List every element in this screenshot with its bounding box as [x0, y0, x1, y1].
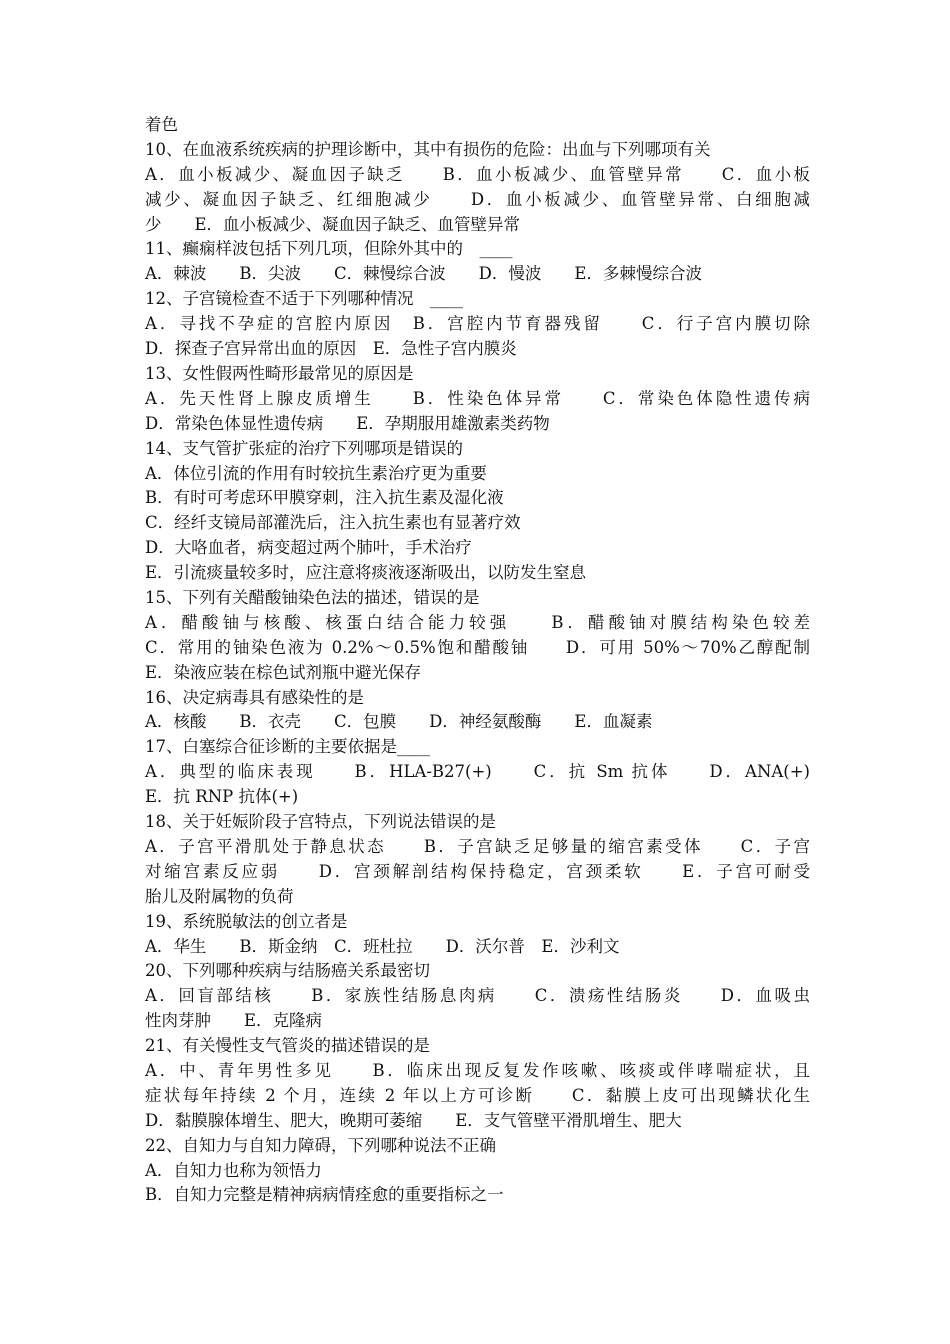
text-line: E．染液应装在棕色试剂瓶中避光保存 [145, 662, 422, 682]
text-line: A．血小板减少、凝血因子缺乏 B．血小板减少、血管壁异常 C．血小板 [145, 164, 810, 184]
text-line: A．华生 B．斯金纳 C．班杜拉 D．沃尔普 E．沙利文 [145, 936, 620, 956]
text-line: B．自知力完整是精神病病情痊愈的重要指标之一 [145, 1185, 504, 1205]
text-line: E．抗 RNP 抗体(+) [145, 787, 299, 807]
text-line: A．自知力也称为领悟力 [145, 1160, 322, 1180]
text-line: 对缩宫素反应弱 D．宫颈解剖结构保持稳定，宫颈柔软 E．子宫可耐受 [145, 861, 810, 881]
text-line: 13、女性假两性畸形最常见的原因是 [145, 363, 414, 383]
text-line: 14、支气管扩张症的治疗下列哪项是错误的 [145, 438, 463, 458]
text-line: D．大咯血者，病变超过两个肺叶，手术治疗 [145, 538, 472, 558]
text-line: 减少、凝血因子缺乏、红细胞减少 D．血小板减少、血管壁异常、白细胞减 [145, 189, 810, 209]
text-line: C．经纤支镜局部灌洗后，注入抗生素也有显著疗效 [145, 513, 521, 533]
text-line: A．子宫平滑肌处于静息状态 B．子宫缺乏足够量的缩宫素受体 C．子宫 [145, 836, 810, 856]
text-line: A．回盲部结核 B．家族性结肠息肉病 C．溃疡性结肠炎 D．血吸虫 [145, 986, 810, 1006]
text-line: A．棘波 B．尖波 C．棘慢综合波 D．慢波 E．多棘慢综合波 [145, 264, 702, 284]
text-line: D．常染色体显性遗传病 E．孕期服用雄激素类药物 [145, 413, 550, 433]
text-line: 22、自知力与自知力障碍，下列哪种说法不正确 [145, 1135, 496, 1155]
text-line: E．引流痰量较多时，应注意将痰液逐渐吸出，以防发生窒息 [145, 563, 587, 583]
text-line: 15、下列有关醋酸铀染色法的描述，错误的是 [145, 587, 480, 607]
text-line: 21、有关慢性支气管炎的描述错误的是 [145, 1036, 430, 1056]
document-body [145, 113, 810, 1208]
text-line: 症状每年持续 2 个月，连续 2 年以上方可诊断 C．黏膜上皮可出现鳞状化生 [145, 1085, 810, 1105]
text-line: 着色 [145, 115, 178, 134]
text-line: D．黏膜腺体增生、肥大，晚期可萎缩 E．支气管壁平滑肌增生、肥大 [145, 1110, 682, 1130]
text-line: A．醋酸铀与核酸、核蛋白结合能力较强 B．醋酸铀对膜结构染色较差 [145, 612, 810, 632]
text-line: A．先天性肾上腺皮质增生 B．性染色体异常 C．常染色体隐性遗传病 [145, 388, 810, 408]
text-line: B．有时可考虑环甲膜穿刺，注入抗生素及湿化液 [145, 488, 504, 508]
text-line: A．中、青年男性多见 B．临床出现反复发作咳嗽、咳痰或伴哮喘症状，且 [145, 1061, 810, 1080]
text-line: C．常用的铀染色液为 0.2%～0.5%饱和醋酸铀 D．可用 50%～70%乙醇配制 [145, 637, 810, 657]
text-line: 17、白塞综合征诊断的主要依据是____ [145, 737, 430, 757]
text-line: A．典型的临床表现 B．HLA-B27(+) C．抗 Sm 抗体 D．ANA(+) [145, 762, 810, 782]
text-line: 性肉芽肿 E．克隆病 [145, 1011, 323, 1031]
text-line: 10、在血液系统疾病的护理诊断中，其中有损伤的危险：出血与下列哪项有关 [145, 139, 711, 159]
text-line: A．寻找不孕症的宫腔内原因 B．宫腔内节育器残留 C．行子宫内膜切除 [145, 314, 810, 334]
text-line: 少 E．血小板减少、凝血因子缺乏、血管壁异常 [145, 214, 521, 234]
text-line: D．探查子宫异常出血的原因 E．急性子宫内膜炎 [145, 339, 517, 359]
text-line: 12、子宫镜检查不适于下列哪种情况 ____ [145, 289, 463, 309]
text-line: 11、癫痫样波包括下列几项，但除外其中的 ____ [145, 239, 513, 259]
text-line: A．核酸 B．衣壳 C．包膜 D．神经氨酸酶 E．血凝素 [145, 712, 653, 732]
text-line: 19、系统脱敏法的创立者是 [145, 911, 348, 931]
text-line: 胎儿及附属物的负荷 [145, 886, 294, 906]
text-line: 16、决定病毒具有感染性的是 [145, 687, 364, 707]
text-line: A．体位引流的作用有时较抗生素治疗更为重要 [145, 463, 487, 483]
text-line: 20、下列哪种疾病与结肠癌关系最密切 [145, 961, 430, 981]
text-line: 18、关于妊娠阶段子宫特点，下列说法错误的是 [145, 812, 496, 832]
